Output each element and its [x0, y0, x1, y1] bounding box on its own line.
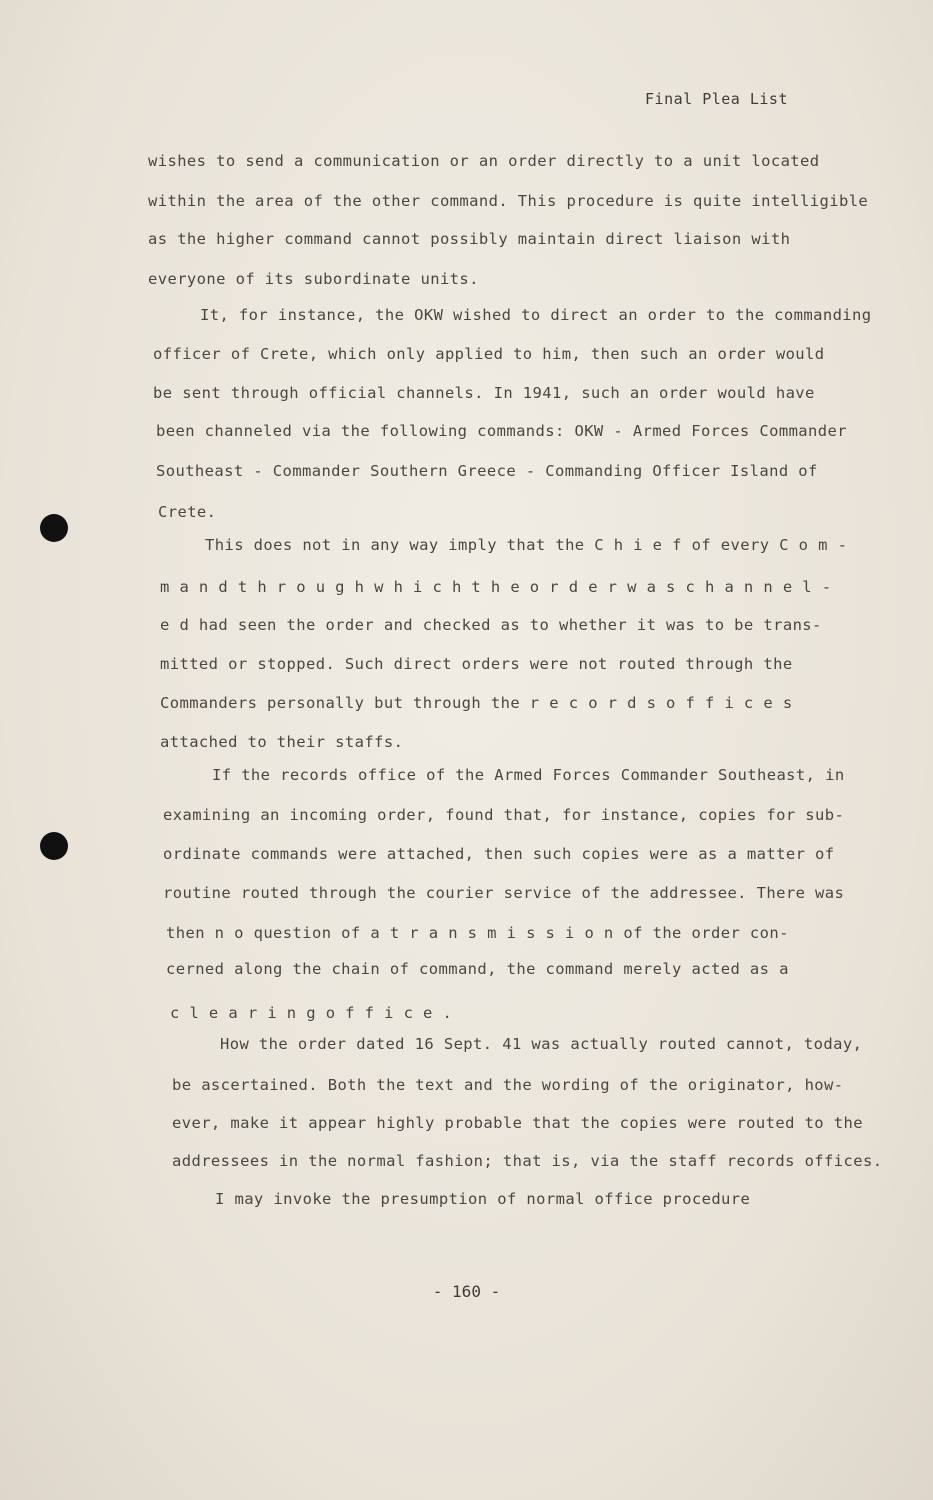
- body-line: attached to their staffs.: [160, 733, 404, 751]
- body-line: Southeast - Commander Southern Greece - Commanding Officer Island of: [156, 462, 818, 480]
- body-line: cerned along the chain of command, the command merely acted as a: [166, 960, 789, 978]
- body-line: within the area of the other command. This procedure is quite intelligible: [148, 192, 869, 210]
- body-line: addressees in the normal fashion; that is, via the staff records offices.: [172, 1152, 883, 1170]
- page-number: - 160 -: [432, 1282, 501, 1301]
- body-line: officer of Crete, which only applied to him, then such an order would: [153, 345, 825, 363]
- body-line: everyone of its subordinate units.: [148, 270, 479, 288]
- body-line: How the order dated 16 Sept. 41 was actually routed cannot, today,: [220, 1035, 863, 1053]
- body-line: wishes to send a communication or an order directly to a unit located: [148, 152, 820, 170]
- document-reference: Final Plea List: [645, 90, 788, 108]
- body-line: ever, make it appear highly probable that the copies were routed to the: [172, 1114, 863, 1132]
- body-line: be ascertained. Both the text and the wording of the originator, how-: [172, 1076, 844, 1094]
- body-line: Crete.: [158, 503, 217, 521]
- body-line: been channeled via the following commands: OKW - Armed Forces Commander: [156, 422, 847, 440]
- body-line: This does not in any way imply that the C h i e f of every C o m -: [205, 536, 848, 554]
- body-line: ordinate commands were attached, then such copies were as a matter of: [163, 845, 835, 863]
- body-line: It, for instance, the OKW wished to direct an order to the commanding: [200, 306, 872, 324]
- body-line: Commanders personally but through the r e c o r d s o f f i c e s: [160, 694, 793, 712]
- body-line: e d had seen the order and checked as to whether it was to be trans-: [160, 616, 822, 634]
- body-line: c l e a r i n g o f f i c e .: [170, 1004, 453, 1022]
- body-line: m a n d t h r o u g h w h i c h t h e o r d e r w a s c h a n n e l -: [160, 578, 832, 596]
- body-line: as the higher command cannot possibly maintain direct liaison with: [148, 230, 791, 248]
- body-line: routine routed through the courier service of the addressee. There was: [163, 884, 845, 902]
- body-line: be sent through official channels. In 1941, such an order would have: [153, 384, 815, 402]
- body-line: then n o question of a t r a n s m i s s i o n of the order con-: [166, 924, 789, 942]
- body-line: I may invoke the presumption of normal office procedure: [215, 1190, 751, 1208]
- body-line: examining an incoming order, found that, for instance, copies for sub-: [163, 806, 845, 824]
- body-line: If the records office of the Armed Forces Commander Southeast, in: [212, 766, 845, 784]
- body-line: mitted or stopped. Such direct orders were not routed through the: [160, 655, 793, 673]
